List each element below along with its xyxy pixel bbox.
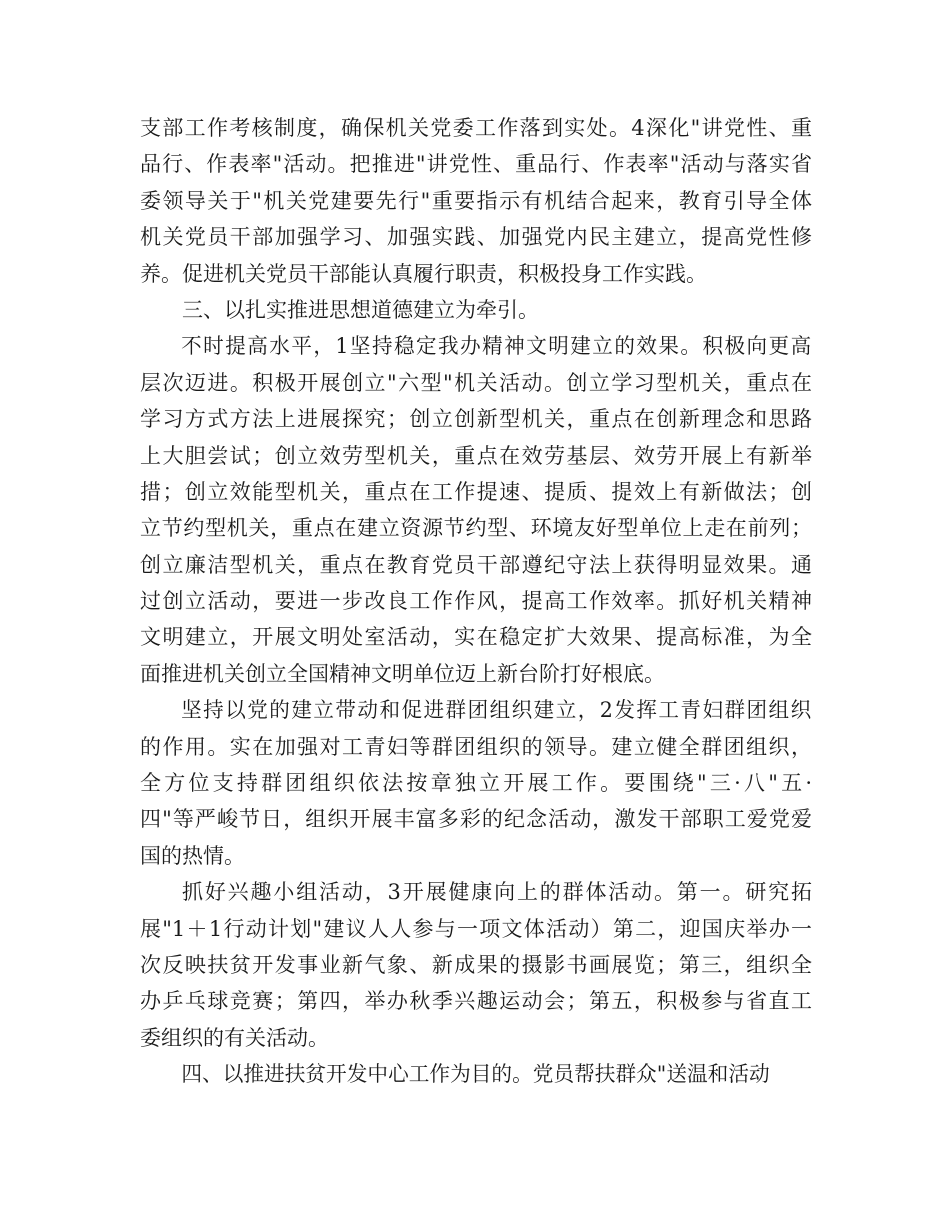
text-line: 立节约型机关，重点在建立资源节约型、环境友好型单位上走在前列； bbox=[140, 516, 812, 541]
text-line: 层次迈进。积极开展创立"六型"机关活动。创立学习型机关，重点在 bbox=[140, 370, 812, 395]
text-line: 学习方式方法上进展探究；创立创新型机关，重点在创新理念和思路 bbox=[140, 407, 812, 432]
text-line: 委领导关于"机关党建要先行"重要指示有机结合起来，教育引导全体 bbox=[140, 188, 812, 213]
document-body bbox=[140, 110, 812, 1093]
text-line: 次反映扶贫开发事业新气象、新成果的摄影书画展览；第三，组织全 bbox=[140, 952, 812, 977]
text-line: 国的热情。 bbox=[140, 843, 245, 868]
text-line: 上大胆尝试；创立效劳型机关，重点在效劳基层、效劳开展上有新举 bbox=[140, 443, 812, 468]
text-line: 措；创立效能型机关，重点在工作提速、提质、提效上有新做法；创 bbox=[140, 479, 812, 504]
paragraph bbox=[140, 292, 812, 328]
paragraph bbox=[140, 110, 812, 292]
text-line: 坚持以党的建立带动和促进群团组织建立，2发挥工青妇群团组织 bbox=[181, 698, 812, 723]
paragraph bbox=[140, 692, 812, 874]
text-line: 三、以扎实推进思想道德建立为牵引。 bbox=[182, 297, 539, 322]
text-line: 支部工作考核制度，确保机关党委工作落到实处。4深化"讲党性、重 bbox=[140, 116, 812, 140]
text-line: 全方位支持群团组织依法按章独立开展工作。要围绕"三·八"五· bbox=[140, 771, 812, 796]
text-line: 抓好兴趣小组活动，3开展健康向上的群体活动。第一。研究拓 bbox=[182, 880, 812, 905]
paragraph bbox=[140, 328, 812, 692]
text-line: 养。促进机关党员干部能认真履行职责，积极投身工作实践。 bbox=[140, 261, 707, 286]
text-line: 委组织的有关活动。 bbox=[140, 1025, 329, 1050]
text-line: 品行、作表率"活动。把推进"讲党性、重品行、作表率"活动与落实省 bbox=[140, 152, 812, 177]
text-line: 展"1＋1行动计划"建议人人参与一项文体活动）第二，迎国庆举办一 bbox=[140, 916, 812, 941]
text-line: 四"等严峻节日，组织开展丰富多彩的纪念活动，激发干部职工爱党爱 bbox=[140, 807, 812, 832]
paragraph bbox=[140, 874, 812, 1056]
text-line: 机关党员干部加强学习、加强实践、加强党内民主建立，提高党性修 bbox=[140, 225, 812, 250]
text-line: 办乒乓球竞赛；第四，举办秋季兴趣运动会；第五，积极参与省直工 bbox=[140, 989, 812, 1014]
text-line: 的作用。实在加强对工青妇等群团组织的领导。建立健全群团组织， bbox=[140, 734, 812, 759]
text-line: 四、以推进扶贫开发中心工作为目的。党员帮扶群众"送温和活动 bbox=[181, 1062, 770, 1087]
paragraph bbox=[140, 1056, 812, 1092]
text-line: 文明建立，开展文明处室活动，实在稳定扩大效果、提高标准，为全 bbox=[140, 625, 812, 650]
text-line: 创立廉洁型机关，重点在教育党员干部遵纪守法上获得明显效果。通 bbox=[140, 552, 812, 577]
text-line: 不时提高水平，1坚持稳定我办精神文明建立的效果。积极向更高 bbox=[181, 334, 812, 359]
text-line: 过创立活动，要进一步改良工作作风，提高工作效率。抓好机关精神 bbox=[140, 589, 812, 614]
text-line: 面推进机关创立全国精神文明单位迈上新台阶打好根底。 bbox=[140, 661, 665, 686]
